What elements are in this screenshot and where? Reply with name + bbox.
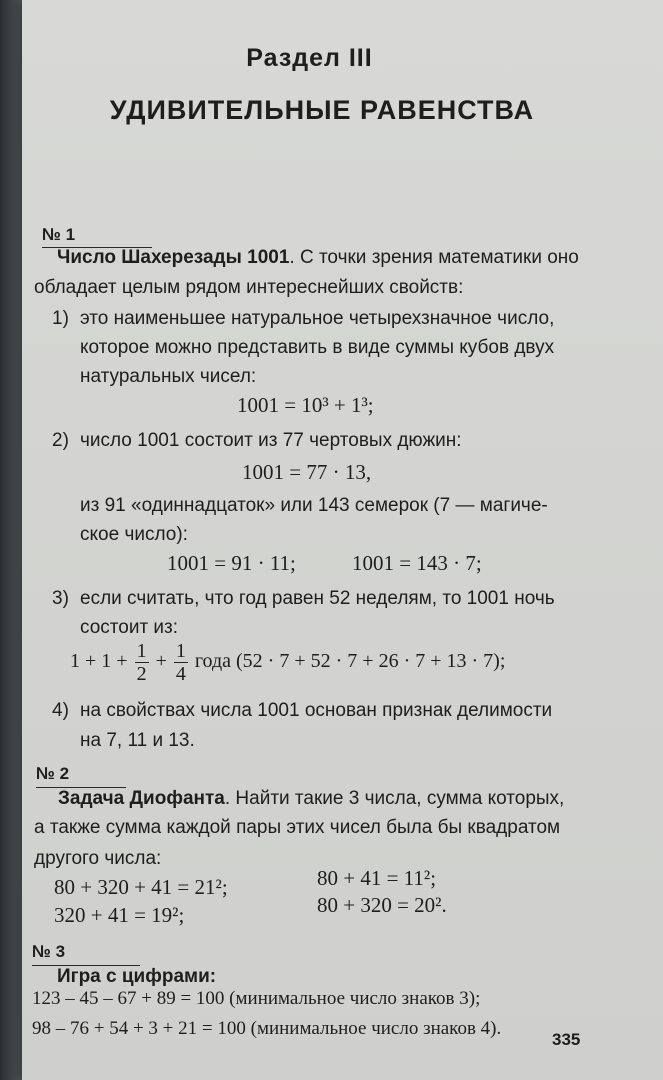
task1-item2-line: из 91 «одиннадцаток» или 143 семерок (7 — магиче-: [80, 495, 548, 516]
task1-item2-formula: 1001 = 143 · 7;: [352, 551, 482, 575]
chapter-title: УДИВИТЕЛЬНЫЕ РАВЕНСТВА: [109, 95, 535, 125]
task-number-1: № 1: [42, 225, 76, 244]
task1-item2-marker: 2): [52, 430, 69, 451]
task3-equation: 98 – 76 + 54 + 3 + 21 = 100 (минимальное число знаков 4).: [32, 1018, 502, 1039]
task2-equation: 80 + 320 + 41 = 21²;: [54, 875, 228, 899]
formula-plus: +: [155, 650, 167, 673]
task3-title: Игра с цифрами:: [57, 966, 217, 987]
task1-item2-formula: 1001 = 91 · 11;: [167, 551, 296, 575]
task1-item3-marker: 3): [52, 588, 69, 609]
fraction-numerator: 1: [136, 640, 147, 662]
section-title: Раздел III: [246, 44, 373, 72]
task2-line: другого числа:: [34, 848, 162, 869]
task1-item1-line: которое можно представить в виде суммы кубов двух: [80, 337, 555, 358]
formula-text: 1 + 1 +: [70, 650, 128, 673]
task-number-2: № 2: [36, 764, 70, 783]
fraction-denominator: 2: [136, 663, 147, 685]
task1-intro: [57, 247, 579, 269]
fraction-half: [135, 640, 149, 685]
task1-item1-line: это наименьшее натуральное четырехзначное число,: [80, 308, 555, 329]
fraction-denominator: 4: [175, 663, 186, 685]
task1-item1-marker: 1): [52, 308, 69, 329]
task2-line: а также сумма каждой пары этих чисел была бы квадратом: [34, 817, 561, 838]
task1-item1-line: натуральных чисел:: [80, 366, 257, 387]
task2-intro: [58, 788, 564, 810]
task2-equation: 80 + 320 = 20².: [317, 893, 447, 917]
task1-title: Число Шахерезады 1001: [57, 247, 290, 268]
task2-title: Задача Диофанта: [58, 788, 225, 809]
book-spine-shadow: [0, 0, 22, 1080]
task1-intro-text: . С точки зрения математики оно: [289, 247, 579, 268]
formula-text: года (52 · 7 + 52 · 7 + 26 · 7 + 13 · 7);: [194, 650, 506, 673]
task2-intro-text: . Найти такие 3 числа, сумма которых,: [224, 788, 565, 809]
fraction-quarter: [174, 640, 188, 685]
task1-item2-line: число 1001 состоит из 77 чертовых дюжин:: [80, 430, 462, 451]
task1-item2-line: ское число):: [80, 524, 188, 545]
fraction-numerator: 1: [175, 640, 186, 662]
task2-equation: 80 + 41 = 11²;: [317, 866, 437, 890]
task3-equation: 123 – 45 – 67 + 89 = 100 (минимальное число знаков 3);: [32, 988, 481, 1009]
task1-item3-line: если считать, что год равен 52 неделям, то 1001 ночь: [80, 588, 555, 609]
page-number: 335: [552, 1030, 581, 1049]
task1-item1-formula: 1001 = 10³ + 1³;: [237, 393, 374, 417]
task1-item3-formula: [70, 640, 505, 685]
task1-item2-formula: 1001 = 77 · 13,: [242, 460, 372, 484]
task1-item4-line: на свойствах числа 1001 основан признак делимости: [80, 700, 553, 721]
task2-equation: 320 + 41 = 19²;: [54, 903, 185, 927]
task1-item4-marker: 4): [52, 700, 69, 721]
task1-item3-line: состоит из:: [80, 617, 179, 638]
book-page: [22, 0, 663, 1080]
task1-item4-line: на 7, 11 и 13.: [80, 730, 195, 751]
task1-intro-line2: обладает целым рядом интереснейших свойств:: [34, 277, 464, 298]
task-number-3: № 3: [32, 942, 66, 961]
